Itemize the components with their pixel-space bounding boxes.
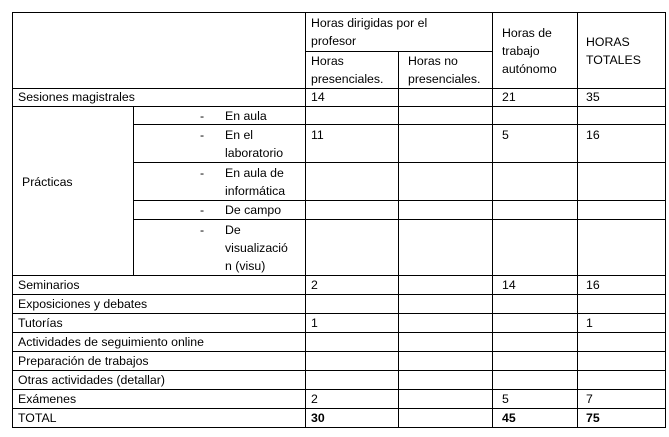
dash: - [200,203,205,217]
sub-label-visu-line3: n (visu) [225,259,266,273]
line [12,427,666,428]
header-dirigidas-line1: Horas dirigidas por el [311,16,428,30]
row-label-online: Actividades de seguimiento online [18,335,204,349]
line [133,106,134,276]
cell-total: 16 [586,278,600,292]
line [12,313,666,314]
row-label-trabajos: Preparación de trabajos [18,354,149,368]
line [133,162,666,163]
row-label-examenes: Exámenes [18,392,77,406]
cell-auto: 45 [502,411,516,425]
line [12,389,666,390]
sub-label-informatica-line1: En aula de [225,166,284,180]
dash: - [200,166,205,180]
line [398,51,399,428]
cell-auto: 5 [502,128,509,142]
cell-auto: 5 [502,392,509,406]
row-label-otras: Otras actividades (detallar) [18,373,165,387]
row-label-sesiones: Sesiones magistrales [18,90,135,104]
header-presenciales-line1: Horas [311,54,344,68]
line [665,12,666,428]
dash: - [200,128,205,142]
cell-total: 35 [586,90,600,104]
cell-total: 16 [586,128,600,142]
dash: - [200,109,205,123]
line [133,124,666,125]
sub-label-visu-line2: visualizació [225,241,288,255]
cell-pres: 30 [311,411,325,425]
header-autonomo-line1: Horas de [502,26,552,40]
line [12,408,666,409]
row-label-total: TOTAL [18,411,57,425]
sub-label-visu-line1: De [225,223,241,237]
line [305,12,306,428]
line [492,12,493,428]
header-no-presenciales-line1: Horas no [408,54,458,68]
header-totales-line2: TOTALES [586,53,641,67]
row-label-tutorias: Tutorías [18,316,63,330]
header-autonomo-line3: autónomo [502,62,557,76]
cell-pres: 2 [311,392,318,406]
line [12,275,666,276]
row-label-practicas: Prácticas [22,175,73,189]
cell-pres: 11 [311,128,324,142]
header-totales-line1: HORAS [586,35,630,49]
sub-label-laboratorio-line1: En el [225,128,254,142]
cell-total: 7 [586,392,593,406]
cell-total: 75 [586,411,600,425]
sub-label-laboratorio-line2: laboratorio [225,146,284,160]
header-presenciales-line2: presenciales. [311,72,384,86]
header-no-presenciales-line2: presenciales. [408,72,481,86]
header-autonomo-line2: trabajo [502,44,540,58]
header-dirigidas-line2: profesor [311,34,357,48]
sub-label-campo: De campo [225,203,282,217]
cell-total: 1 [586,316,593,330]
row-label-seminarios: Seminarios [18,278,80,292]
sub-label-aula: En aula [225,109,267,123]
line [577,12,578,428]
line [12,12,13,428]
dash: - [200,223,205,237]
sub-label-informatica-line2: informática [225,184,286,198]
line [12,12,666,13]
line [133,219,666,220]
cell-pres: 1 [311,316,318,330]
cell-auto: 21 [502,90,516,104]
cell-auto: 14 [502,278,516,292]
line [12,106,666,107]
cell-pres: 2 [311,278,318,292]
row-label-exposiciones: Exposiciones y debates [18,297,148,311]
cell-pres: 14 [311,90,325,104]
line [133,200,666,201]
